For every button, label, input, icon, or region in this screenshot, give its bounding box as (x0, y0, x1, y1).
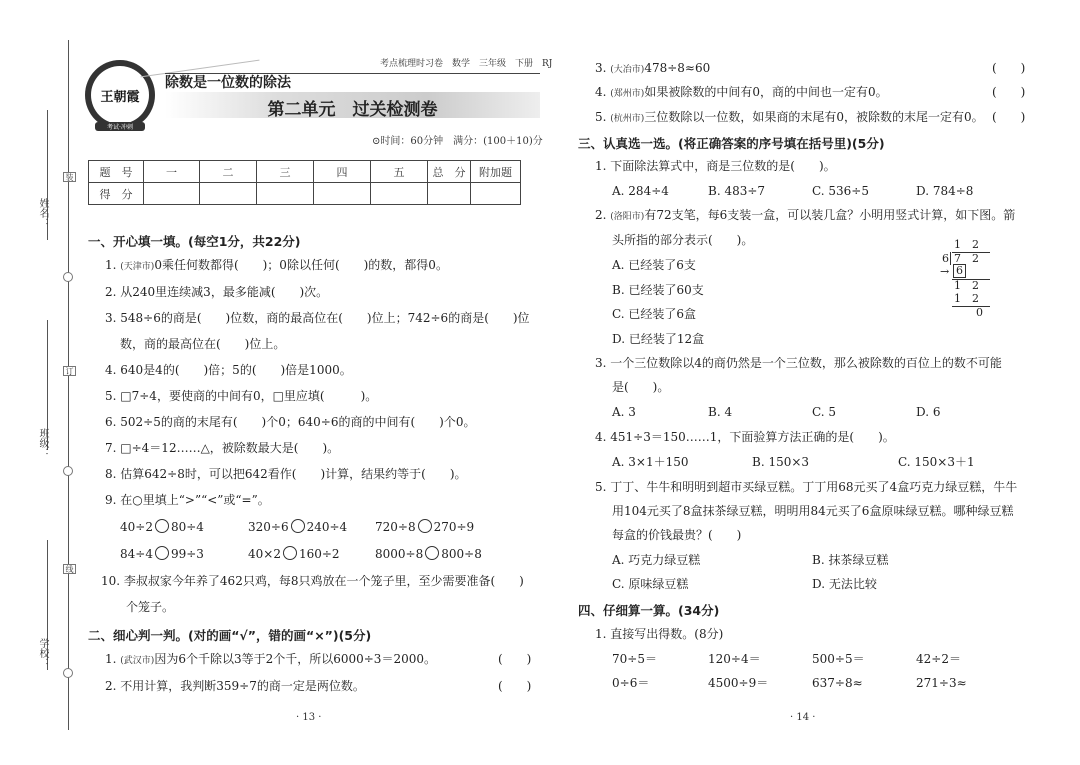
q-number: 7. (105, 441, 117, 455)
q-number: 1. (105, 258, 117, 272)
compare-item (375, 519, 474, 535)
answer-paren[interactable]: ( ) (498, 679, 532, 693)
school-label: 学校： (37, 638, 48, 668)
choice-1 (595, 158, 836, 174)
answer-circle[interactable] (155, 546, 169, 560)
q-number: 1. (595, 627, 607, 641)
option[interactable]: D. 无法比较 (812, 577, 877, 591)
option[interactable]: A. 284÷4 (612, 184, 669, 198)
option[interactable]: D. 6 (916, 405, 941, 419)
binding-line (68, 40, 69, 730)
q-source: (武汉市) (120, 656, 155, 666)
question-2 (105, 284, 328, 300)
answer-circle[interactable] (418, 519, 432, 533)
q-source: (大冶市) (610, 65, 645, 75)
q-source: (天津市) (120, 262, 155, 272)
compare-item (120, 546, 204, 562)
logo-sub: 考试·冲刺 (95, 122, 145, 131)
expr: 40÷2 (120, 520, 153, 534)
expr: 80÷4 (170, 520, 204, 534)
answer-circle[interactable] (155, 519, 169, 533)
class-label: 班级： (37, 428, 48, 458)
choice-5-cont: 用104元买了8盒抹茶绿豆糕，明明用84元买了6盒原味绿豆糕。哪种绿豆糕 (612, 504, 1014, 518)
question-10-cont: 个笼子。 (126, 600, 175, 614)
option[interactable]: B. 483÷7 (708, 184, 766, 198)
binding-seal: 线 (65, 565, 74, 573)
brand-logo (85, 60, 155, 130)
q-text: □7÷4，要使商的中间有0，□里应填( )。 (120, 389, 378, 403)
answer-paren[interactable]: ( ) (992, 85, 1026, 99)
q-text: 下面除法算式中，商是三位数的是( )。 (610, 159, 836, 173)
score-cell[interactable] (428, 183, 471, 205)
expr: 8000÷8 (375, 547, 424, 561)
arrow-icon: → (940, 265, 950, 278)
q-source: (洛阳市) (610, 212, 645, 222)
compare-item (248, 546, 340, 562)
compare-item (248, 519, 347, 535)
judge-1 (105, 651, 436, 667)
calc-item: 42÷2＝ (916, 652, 961, 666)
page-number-right: · 14 · (790, 712, 816, 723)
section-2-title: 二、细心判一判。(对的画“√”，错的画“×”)(5分) (88, 628, 372, 643)
option[interactable]: C. 536÷5 (812, 184, 869, 198)
question-8 (105, 466, 467, 482)
binding-hole (63, 466, 73, 476)
division-bracket (950, 252, 951, 265)
option[interactable]: C. 5 (812, 405, 837, 419)
expr: 240÷4 (306, 520, 348, 534)
division-rule (952, 306, 990, 307)
score-header: 附加题 (471, 161, 521, 183)
score-cell[interactable] (144, 183, 200, 205)
expr: 99÷3 (170, 547, 204, 561)
score-cell[interactable] (200, 183, 257, 205)
question-7 (105, 440, 339, 456)
option[interactable]: B. 150×3 (752, 455, 810, 469)
judge-5 (595, 109, 984, 125)
expr: 800÷8 (441, 547, 482, 561)
judge-4 (595, 84, 888, 100)
q-text: 三位数除以一位数，如果商的末尾有0，被除数的末尾一定有0。 (644, 110, 984, 124)
q-text: □÷4＝12……△，被除数最大是( )。 (120, 441, 340, 455)
q-text: 直接写出得数。(8分) (610, 627, 724, 641)
q-text: 451÷3＝150……1，下面验算方法正确的是( )。 (610, 430, 895, 444)
q-number: 5. (105, 389, 117, 403)
page-title: 第二单元 过关检测卷 (267, 100, 438, 120)
choice-3 (595, 355, 1002, 371)
q-number: 2. (105, 285, 117, 299)
binding-seal: 订 (65, 367, 74, 375)
score-cell[interactable] (371, 183, 428, 205)
score-cell[interactable] (314, 183, 371, 205)
q-source: (杭州市) (610, 114, 645, 124)
division-divisor: 6 (942, 252, 949, 265)
option[interactable]: C. 原味绿豆糕 (612, 577, 689, 591)
expr: 160÷2 (298, 547, 340, 561)
q-text: 丁丁、牛牛和明明到超市买绿豆糕。丁丁用68元买了4盒巧克力绿豆糕，牛牛 (610, 480, 1018, 494)
q-source: (郑州市) (610, 89, 645, 99)
division-sub1: 6 (953, 264, 966, 278)
score-header: 总 分 (428, 161, 471, 183)
choice-5 (595, 479, 1017, 495)
binding-hole (63, 668, 73, 678)
q-number: 4. (105, 363, 117, 377)
q-text: 不用计算，我判断359÷7的商一定是两位数。 (120, 679, 365, 693)
page-number-left: · 13 · (296, 712, 322, 723)
q-number: 1. (595, 159, 607, 173)
expr: 720÷8 (375, 520, 416, 534)
question-9 (105, 492, 270, 508)
question-10 (101, 573, 524, 589)
question-3-cont: 数，商的最高位在( )位上。 (120, 337, 286, 351)
option[interactable]: B. 已经装了60支 (612, 283, 704, 297)
score-cell[interactable] (471, 183, 521, 205)
question-1 (105, 257, 448, 273)
q-text: 李叔叔家今年养了462只鸡，每8只鸡放在一个笼子里，至少需要准备( ) (123, 574, 524, 588)
choice-3-cont: 是( )。 (612, 380, 670, 394)
long-division-figure (940, 238, 1010, 318)
answer-circle[interactable] (283, 546, 297, 560)
score-header: 一 (144, 161, 200, 183)
judge-3 (595, 60, 710, 76)
question-4 (105, 362, 352, 378)
q-number: 3. (105, 311, 117, 325)
division-quotient: 1 2 (954, 238, 979, 251)
compare-item (120, 519, 204, 535)
question-6 (105, 414, 475, 430)
compare-item (375, 546, 482, 562)
q-number: 5. (595, 110, 607, 124)
choice-5-cont: 每盒的价钱最贵？( ) (612, 528, 742, 542)
score-header: 二 (200, 161, 257, 183)
option[interactable]: D. 已经装了12盒 (612, 332, 705, 346)
q-text: 如果被除数的中间有0，商的中间也一定有0。 (644, 85, 888, 99)
q-text: 一个三位数除以4的商仍然是一个三位数，那么被除数的百位上的数不可能 (610, 356, 1002, 370)
score-header: 五 (371, 161, 428, 183)
logo-text: 王朝霞 (100, 90, 140, 105)
division-remainder: 0 (976, 306, 983, 319)
q-number: 3. (595, 356, 607, 370)
q-number: 8. (105, 467, 117, 481)
option[interactable]: C. 150×3＋1 (898, 455, 975, 469)
q-number: 4. (595, 85, 607, 99)
division-dividend: 7 2 (954, 252, 979, 265)
score-row-label: 得 分 (89, 183, 144, 205)
option[interactable]: B. 4 (708, 405, 733, 419)
q-number: 10. (101, 574, 121, 588)
calc-item: 637÷8≈ (812, 676, 863, 690)
score-table (88, 160, 521, 205)
q-text: 估算642÷8时，可以把642看作( )计算，结果约等于( )。 (120, 467, 467, 481)
division-r1: 1 2 (954, 279, 979, 292)
q-text: 有72支笔，每6支装一盒，可以装几盒？小明用竖式计算，如下图。箭 (644, 208, 1016, 222)
option[interactable]: A. 已经装了6支 (612, 258, 696, 272)
choice-4 (595, 429, 895, 445)
answer-paren[interactable]: ( ) (992, 61, 1026, 75)
q-text: 从240里连续减3，最多能减( )次。 (120, 285, 329, 299)
chapter-title: 除数是一位数的除法 (165, 75, 291, 91)
q-text: 0乘任何数都得( )；0除以任何( )的数，都得0。 (154, 258, 448, 272)
expr: 40×2 (248, 547, 281, 561)
q-number: 9. (105, 493, 117, 507)
section-1-title: 一、开心填一填。(每空1分，共22分) (88, 234, 301, 249)
answer-circle[interactable] (425, 546, 439, 560)
division-sub2: 1 2 (954, 292, 979, 305)
binding-hole (63, 272, 73, 282)
time-info: ⊙时间：60分钟 满分：(100＋10)分 (372, 136, 543, 147)
option[interactable]: A. 3 (612, 405, 636, 419)
q-number: 1. (105, 652, 117, 666)
q-text: 548÷6的商是( )位数，商的最高位在( )位上；742÷6的商是( )位 (120, 311, 530, 325)
name-label: 姓名： (37, 198, 48, 228)
score-header: 四 (314, 161, 371, 183)
expr: 320÷6 (248, 520, 289, 534)
header-series: 考点梳理时习卷 数学 三年级 下册 RJ (380, 59, 553, 69)
score-header: 三 (257, 161, 314, 183)
calc-item: 120÷4＝ (708, 652, 761, 666)
q-number: 2. (595, 208, 607, 222)
expr: 84÷4 (120, 547, 153, 561)
q-number: 6. (105, 415, 117, 429)
calc-item: 271÷3≈ (916, 676, 967, 690)
calc-heading (595, 626, 723, 642)
answer-circle[interactable] (291, 519, 305, 533)
choice-2 (595, 207, 1015, 223)
option[interactable]: B. 抹茶绿豆糕 (812, 553, 889, 567)
q-text: 因为6个千除以3等于2个千，所以6000÷3＝2000。 (154, 652, 436, 666)
section-3-title: 三、认真选一选。(将正确答案的序号填在括号里)(5分) (578, 136, 885, 151)
choice-2-cont: 头所指的部分表示( )。 (612, 233, 754, 247)
expr: 270÷9 (433, 520, 475, 534)
q-text: 478÷8≈60 (644, 61, 711, 75)
answer-paren[interactable]: ( ) (992, 110, 1026, 124)
option[interactable]: C. 已经装了6盒 (612, 307, 697, 321)
q-text: 502÷5的商的末尾有( )个0；640÷6的商的中间有( )个0。 (120, 415, 476, 429)
option[interactable]: A. 巧克力绿豆糕 (612, 553, 701, 567)
q-number: 3. (595, 61, 607, 75)
answer-paren[interactable]: ( ) (498, 652, 532, 666)
calc-item: 0÷6＝ (612, 676, 650, 690)
score-header: 题 号 (89, 161, 144, 183)
q-number: 2. (105, 679, 117, 693)
judge-2 (105, 678, 365, 694)
section-4-title: 四、仔细算一算。(34分) (578, 603, 720, 618)
score-cell[interactable] (257, 183, 314, 205)
calc-item: 500÷5＝ (812, 652, 865, 666)
binding-seal: 装 (65, 173, 74, 181)
question-3 (105, 310, 530, 326)
q-text: 在○里填上“>”“<”或“=”。 (120, 493, 270, 507)
option[interactable]: A. 3×1＋150 (612, 455, 689, 469)
q-text: 640是4的( )倍；5的( )倍是1000。 (120, 363, 352, 377)
calc-item: 4500÷9＝ (708, 676, 769, 690)
q-number: 4. (595, 430, 607, 444)
calc-item: 70÷5＝ (612, 652, 657, 666)
question-5 (105, 388, 377, 404)
q-number: 5. (595, 480, 607, 494)
option[interactable]: D. 784÷8 (916, 184, 974, 198)
